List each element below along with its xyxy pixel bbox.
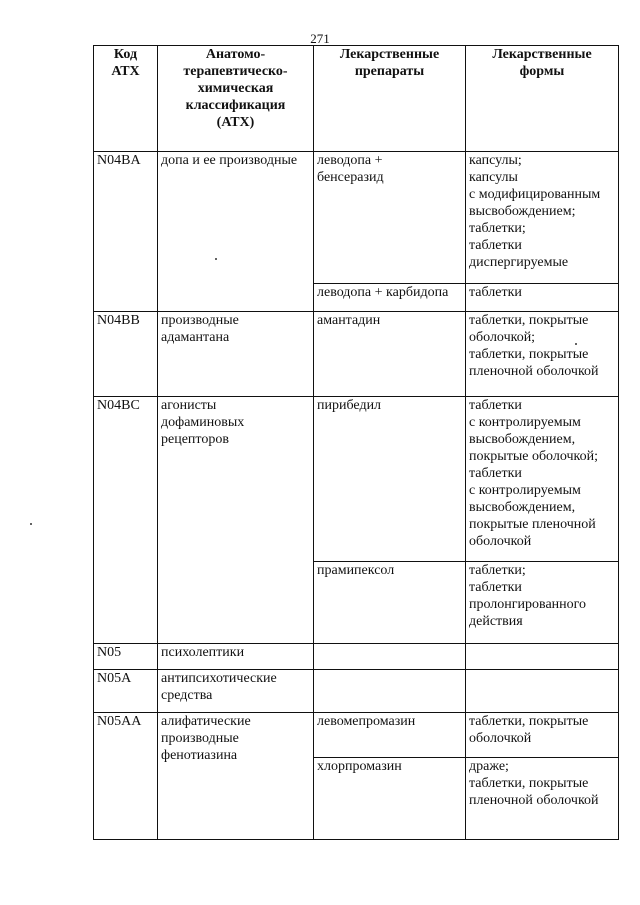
table-row <box>94 312 619 397</box>
atx-classification-cell: антипсихотические средства <box>158 670 314 713</box>
scan-speck <box>215 258 217 260</box>
table-row <box>94 152 619 284</box>
drug-cell: прамипексол <box>314 562 466 644</box>
atx-classification-cell: производные адамантана <box>158 312 314 397</box>
atx-classification-cell: психолептики <box>158 644 314 670</box>
table-row <box>94 397 619 562</box>
forms-cell: таблетки, покрытые оболочкой; таблетки, покрытые пленочной оболочкой <box>466 312 619 397</box>
drug-cell <box>314 670 466 713</box>
header-code: Код АТХ <box>94 46 158 152</box>
header-forms: Лекарственные формы <box>466 46 619 152</box>
table-header-row <box>94 46 619 152</box>
forms-cell: таблетки; таблетки пролонгированного действия <box>466 562 619 644</box>
atx-code-cell: N04BA <box>94 152 158 312</box>
atx-code-cell: N04BB <box>94 312 158 397</box>
table-row <box>94 670 619 713</box>
header-drugs: Лекарственные препараты <box>314 46 466 152</box>
atx-classification-cell: агонисты дофаминовых рецепторов <box>158 397 314 644</box>
forms-cell: таблетки <box>466 284 619 312</box>
drug-cell: амантадин <box>314 312 466 397</box>
atx-code-cell: N04BC <box>94 397 158 644</box>
atx-drug-table <box>93 45 619 840</box>
scan-speck <box>30 523 32 525</box>
atx-code-cell: N05A <box>94 670 158 713</box>
drug-cell: хлорпромазин <box>314 758 466 840</box>
forms-cell <box>466 670 619 713</box>
forms-cell <box>466 644 619 670</box>
drug-cell: левомепромазин <box>314 713 466 758</box>
forms-cell: таблетки, покрытые оболочкой <box>466 713 619 758</box>
drug-cell: пирибедил <box>314 397 466 562</box>
page-number: 271 <box>310 31 330 46</box>
table-row <box>94 644 619 670</box>
forms-cell: капсулы; капсулы с модифицированным высвобождением; таблетки; таблетки диспергируемые <box>466 152 619 284</box>
atx-code-cell: N05AA <box>94 713 158 840</box>
drug-cell: леводопа + бенсеразид <box>314 152 466 284</box>
table-row <box>94 713 619 758</box>
drug-cell <box>314 644 466 670</box>
forms-cell: таблетки с контролируемым высвобождением, покрытые оболочкой; таблетки с контролируемым высвобождением, покрытые пленочной оболочкой <box>466 397 619 562</box>
header-classification: Анатомо- терапевтическо- химическая классификация (АТХ) <box>158 46 314 152</box>
forms-cell: драже; таблетки, покрытые пленочной оболочкой <box>466 758 619 840</box>
atx-code-cell: N05 <box>94 644 158 670</box>
scan-speck <box>575 343 577 345</box>
drug-cell: леводопа + карбидопа <box>314 284 466 312</box>
atx-classification-cell: алифатические производные фенотиазина <box>158 713 314 840</box>
atx-classification-cell: допа и ее производные <box>158 152 314 312</box>
